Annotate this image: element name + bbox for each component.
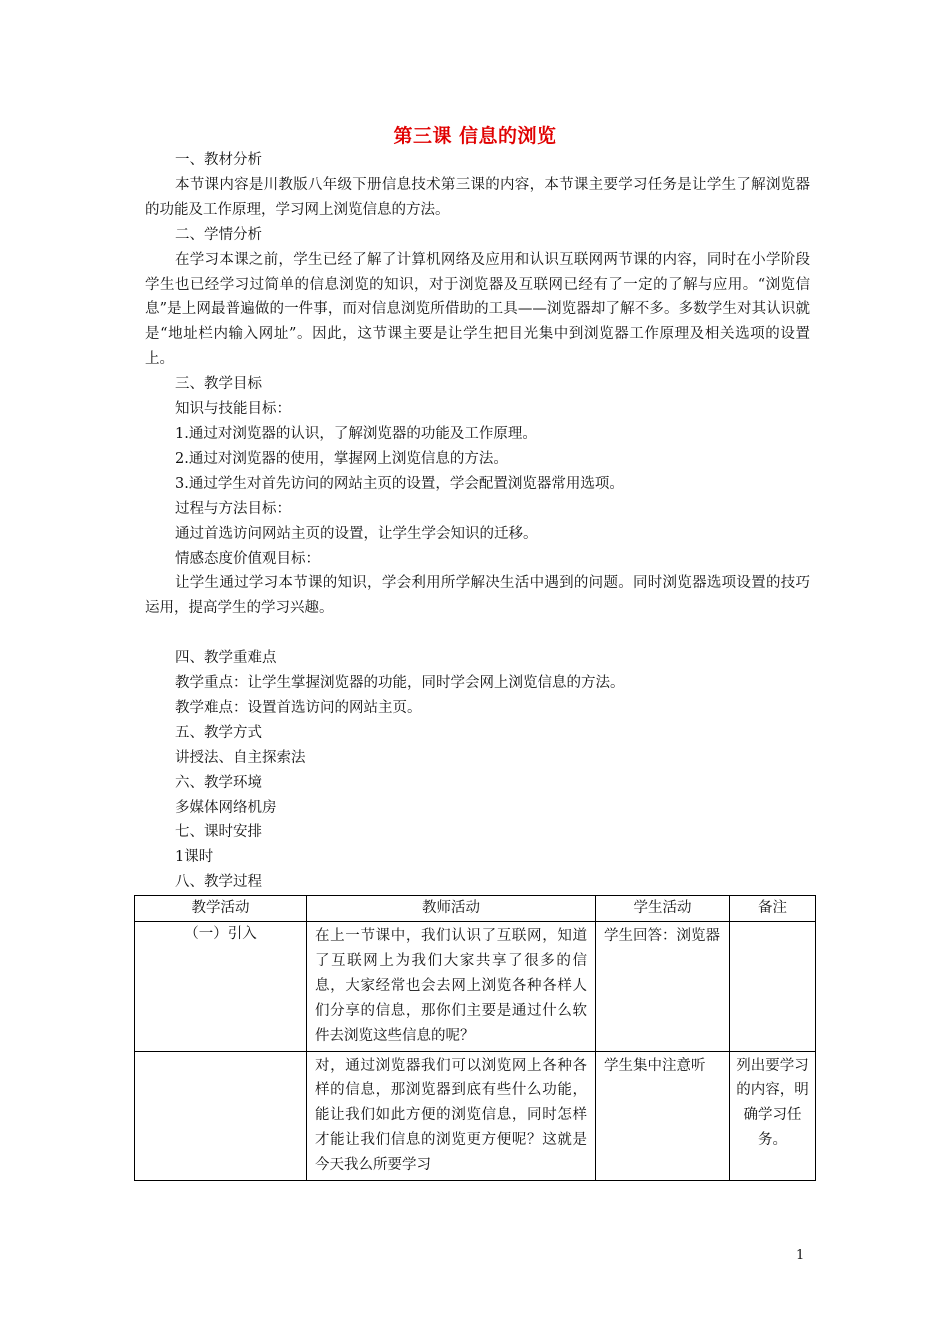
environment-text: 多媒体网络机房 bbox=[175, 799, 277, 816]
cell-teacher: 在上一节课中，我们认识了互联网，知道了互联网上为我们大家共享了很多的信息，大家经常也会去网上浏览各种各样人们分享的信息，那你们主要是通过什么软件去浏览这些信息的呢？ bbox=[307, 922, 596, 1052]
header-activity: 教学活动 bbox=[135, 896, 307, 922]
methods-text: 讲授法、自主探索法 bbox=[175, 749, 306, 766]
section-heading-students: 二、学情分析 bbox=[175, 226, 262, 243]
paragraph-analysis: 本节课内容是川教版八年级下册信息技术第三课的内容，本节课主要学习任务是让学生了解浏览器的功能及工作原理，学习网上浏览信息的方法。 bbox=[145, 176, 810, 218]
document-title: 第三课 信息的浏览 bbox=[393, 125, 557, 147]
schedule-text: 1课时 bbox=[175, 849, 214, 866]
section-heading-objectives: 三、教学目标 bbox=[175, 376, 262, 393]
objective-subheading-emotion: 情感态度价值观目标： bbox=[175, 550, 320, 567]
paragraph-students: 在学习本课之前，学生已经了解了计算机网络及应用和认识互联网两节课的内容，同时在小学阶段学生也已经学习过简单的信息浏览的知识，对于浏览器及互联网已经有了一定的了解与应用。“浏览信息”是上网最普遍做的一件事，而对信息浏览所借助的工具——浏览器却了解不多。多数学生对其认识就是“地址栏内输入网址”。因此，这节课主要是让学生把目光集中到浏览器工作原理及相关选项的设置上。 bbox=[145, 251, 810, 368]
keypoint-difficulty: 教学难点：设置首选访问的网站主页。 bbox=[175, 699, 422, 716]
objective-item-3: 3.通过学生对首先访问的网站主页的设置，学会配置浏览器常用选项。 bbox=[175, 475, 624, 492]
cell-teacher: 对，通过浏览器我们可以浏览网上各种各样的信息，那浏览器到底有些什么功能，能让我们如此方便的浏览信息，同时怎样才能让我们信息的浏览更方便呢？这就是今天我么所要学习 bbox=[307, 1051, 596, 1181]
section-heading-keypoints: 四、教学重难点 bbox=[175, 650, 277, 667]
section-heading-environment: 六、教学环境 bbox=[175, 774, 262, 791]
cell-activity bbox=[135, 1051, 307, 1181]
header-note: 备注 bbox=[730, 896, 816, 922]
objective-emotion-text: 让学生通过学习本节课的知识，学会利用所学解决生活中遇到的问题。同时浏览器选项设置的技巧运用，提高学生的学习兴趣。 bbox=[145, 575, 810, 617]
table-row bbox=[135, 1051, 816, 1181]
objective-subheading-knowledge: 知识与技能目标： bbox=[175, 401, 291, 418]
section-heading-process: 八、教学过程 bbox=[175, 874, 262, 891]
cell-activity: （一）引入 bbox=[135, 922, 307, 1052]
cell-student: 学生集中注意听 bbox=[596, 1051, 730, 1181]
cell-note: 列出要学习的内容，明确学习任务。 bbox=[730, 1051, 816, 1181]
table-header-row bbox=[135, 896, 816, 922]
section-heading-methods: 五、教学方式 bbox=[175, 724, 262, 741]
section-heading-schedule: 七、课时安排 bbox=[175, 824, 262, 841]
table-row bbox=[135, 922, 816, 1052]
objective-item-2: 2.通过对浏览器的使用，掌握网上浏览信息的方法。 bbox=[175, 450, 508, 467]
header-student: 学生活动 bbox=[596, 896, 730, 922]
objective-subheading-process: 过程与方法目标： bbox=[175, 500, 291, 517]
objective-item-1: 1.通过对浏览器的认识，了解浏览器的功能及工作原理。 bbox=[175, 425, 537, 442]
cell-student: 学生回答：浏览器 bbox=[596, 922, 730, 1052]
section-heading-analysis: 一、教材分析 bbox=[175, 152, 262, 168]
header-teacher: 教师活动 bbox=[307, 896, 596, 922]
page-number: 1 bbox=[796, 1248, 805, 1263]
document-body bbox=[145, 148, 810, 895]
blank-line bbox=[145, 621, 810, 646]
teaching-process-table bbox=[134, 895, 816, 1181]
keypoint-focus: 教学重点：让学生掌握浏览器的功能，同时学会网上浏览信息的方法。 bbox=[175, 675, 625, 692]
objective-process-text: 通过首选访问网站主页的设置，让学生学会知识的迁移。 bbox=[175, 525, 538, 542]
cell-note bbox=[730, 922, 816, 1052]
